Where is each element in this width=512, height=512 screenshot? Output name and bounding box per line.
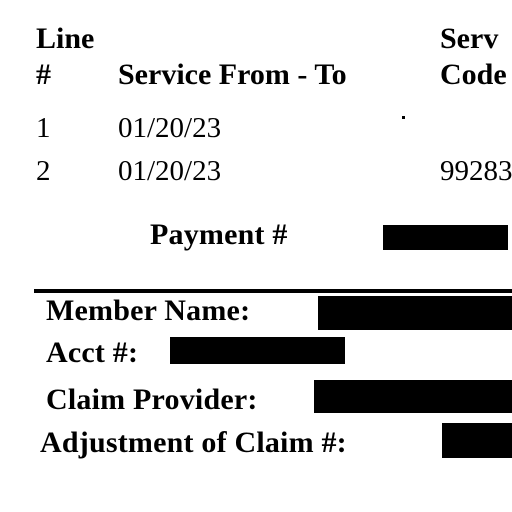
header-line: Line (36, 22, 95, 55)
row-1-line: 1 (36, 112, 51, 144)
redacted-payment-number (383, 225, 508, 250)
header-code: Code (440, 58, 507, 91)
divider-rule (34, 289, 512, 293)
redacted-acct-number (170, 337, 345, 364)
row-2-date: 01/20/23 (118, 155, 222, 187)
row-2-code: 99283 (440, 155, 512, 187)
redacted-claim-number (442, 423, 512, 458)
redacted-member-name (318, 296, 512, 330)
header-serv: Serv (440, 22, 499, 55)
header-line-number: # (36, 58, 51, 91)
claim-provider-label: Claim Provider: (46, 383, 258, 416)
adjustment-claim-label: Adjustment of Claim #: (40, 426, 347, 459)
member-name-label: Member Name: (46, 294, 251, 327)
acct-label: Acct #: (46, 336, 139, 369)
payment-label: Payment # (150, 218, 288, 251)
header-service-dates: Service From - To (118, 58, 347, 91)
redacted-claim-provider (314, 380, 512, 413)
row-2-line: 2 (36, 155, 51, 187)
scan-speck (402, 116, 405, 119)
row-1-date: 01/20/23 (118, 112, 222, 144)
